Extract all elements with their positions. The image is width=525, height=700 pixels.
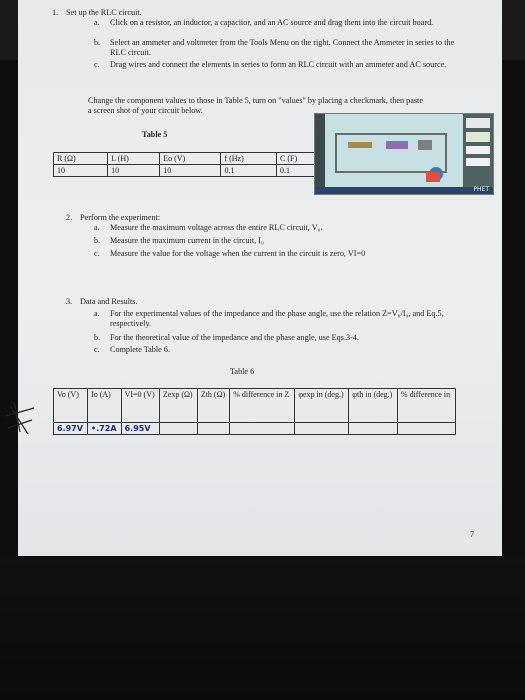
table5-value-r: 10 xyxy=(54,165,108,177)
step3b-text: For the theoretical value of the impedance and the phase angle, use Eqs.3-4. xyxy=(110,333,359,342)
table6-header-pct-z: % difference in Z xyxy=(230,389,295,423)
step2c-text: Measure the value for the voltage when the current in the circuit is zero, VI=0 xyxy=(110,249,366,258)
table6-caption: Table 6 xyxy=(230,367,255,376)
table5-header-f: f (Hz) xyxy=(221,153,277,165)
table-surface xyxy=(0,556,525,700)
step1-number: 1. xyxy=(52,8,59,17)
step3a-text: For the experimental values of the impedance and the phase angle, use the relation Z=V₀/I₀, and Eq.5, respectively. xyxy=(110,309,444,328)
table6-header-zth: Zth (Ω) xyxy=(197,389,229,423)
sim-tools-menu xyxy=(463,114,493,194)
sim-bottom-bar xyxy=(315,187,493,194)
table6-header-phi-exp: φexp in (deg.) xyxy=(295,389,349,423)
table6-header-vi0: VI=0 (V) xyxy=(121,389,159,423)
step2-number: 2. xyxy=(66,213,73,222)
tools-icons xyxy=(463,114,493,194)
change-note: Change the component values to those in Table 5, turn on "values" by placing a checkmark, then paste a screen shot of your circuit below. xyxy=(88,96,423,115)
step1a-text: Click on a resistor, an inductor, a capacitor, and an AC source and drag them into the circuit board. xyxy=(110,18,434,27)
circuit-wires xyxy=(326,114,462,194)
sim-canvas xyxy=(326,114,462,194)
step2a-text: Measure the maximum voltage across the entire RLC circuit, V₀. xyxy=(110,223,323,232)
table6-empty-cell xyxy=(159,423,197,435)
table5-value-f: 0.1 xyxy=(221,165,277,177)
table5-header-eo: Eo (V) xyxy=(160,153,221,165)
table5-header-r: R (Ω) xyxy=(54,153,108,165)
step1c-label: c. xyxy=(94,60,100,69)
table5-value-eo: 10 xyxy=(160,165,221,177)
table6-value-vo: 6.97V xyxy=(54,423,88,435)
table6-empty-cell xyxy=(295,423,349,435)
table5 xyxy=(53,152,328,177)
table6-header-pct-phi: % difference in xyxy=(397,389,455,423)
table6-value-io: •.72A xyxy=(88,423,122,435)
table6-header-zexp: Zexp (Ω) xyxy=(159,389,197,423)
table5-value-l: 10 xyxy=(108,165,160,177)
step2-title: Perform the experiment: xyxy=(80,213,161,222)
step3c-label: c. xyxy=(94,345,100,354)
circuit-screenshot xyxy=(314,113,494,195)
step1a-label: a. xyxy=(94,18,100,27)
table6-empty-cell xyxy=(197,423,229,435)
table6-empty-cell xyxy=(230,423,295,435)
step1-title: Set up the RLC circuit. xyxy=(66,8,142,17)
table6-header-io: Io (A) xyxy=(88,389,122,423)
step2b-label: b. xyxy=(94,236,101,245)
step1b-text: Select an ammeter and voltmeter from the Tools Menu on the right. Connect the Ammeter in series to the RLC circuit. xyxy=(110,38,455,57)
step2b-text: Measure the maximum current in the circuit, I₀ xyxy=(110,236,264,245)
step3c-text: Complete Table 6. xyxy=(110,345,170,354)
table6 xyxy=(53,388,456,435)
table6-empty-cell xyxy=(349,423,398,435)
document-page xyxy=(18,0,502,556)
page-number: 7 xyxy=(470,530,475,539)
step1c-text: Drag wires and connect the elements in series to form an RLC circuit with an ammeter and AC source. xyxy=(110,60,447,69)
table5-header-c: C (F) xyxy=(277,153,328,165)
table6-empty-cell xyxy=(397,423,455,435)
table5-caption: Table 5 xyxy=(142,130,168,139)
step1b-label: b. xyxy=(94,38,101,47)
table6-header-vo: Vo (V) xyxy=(54,389,88,423)
sim-toolbox xyxy=(315,114,325,194)
table5-value-c: 0.1 xyxy=(277,165,328,177)
step3-number: 3. xyxy=(66,297,73,306)
table6-header-phi-th: φth in (deg.) xyxy=(349,389,398,423)
step2a-label: a. xyxy=(94,223,100,232)
step3-title: Data and Results. xyxy=(80,297,138,306)
step3b-label: b. xyxy=(94,333,101,342)
handwritten-star-mark xyxy=(0,398,40,438)
table5-header-l: L (H) xyxy=(108,153,160,165)
step2c-label: c. xyxy=(94,249,100,258)
table6-value-vi0: 6.95V xyxy=(121,423,159,435)
step3a-label: a. xyxy=(94,309,100,318)
phet-badge: PHET xyxy=(473,186,489,193)
